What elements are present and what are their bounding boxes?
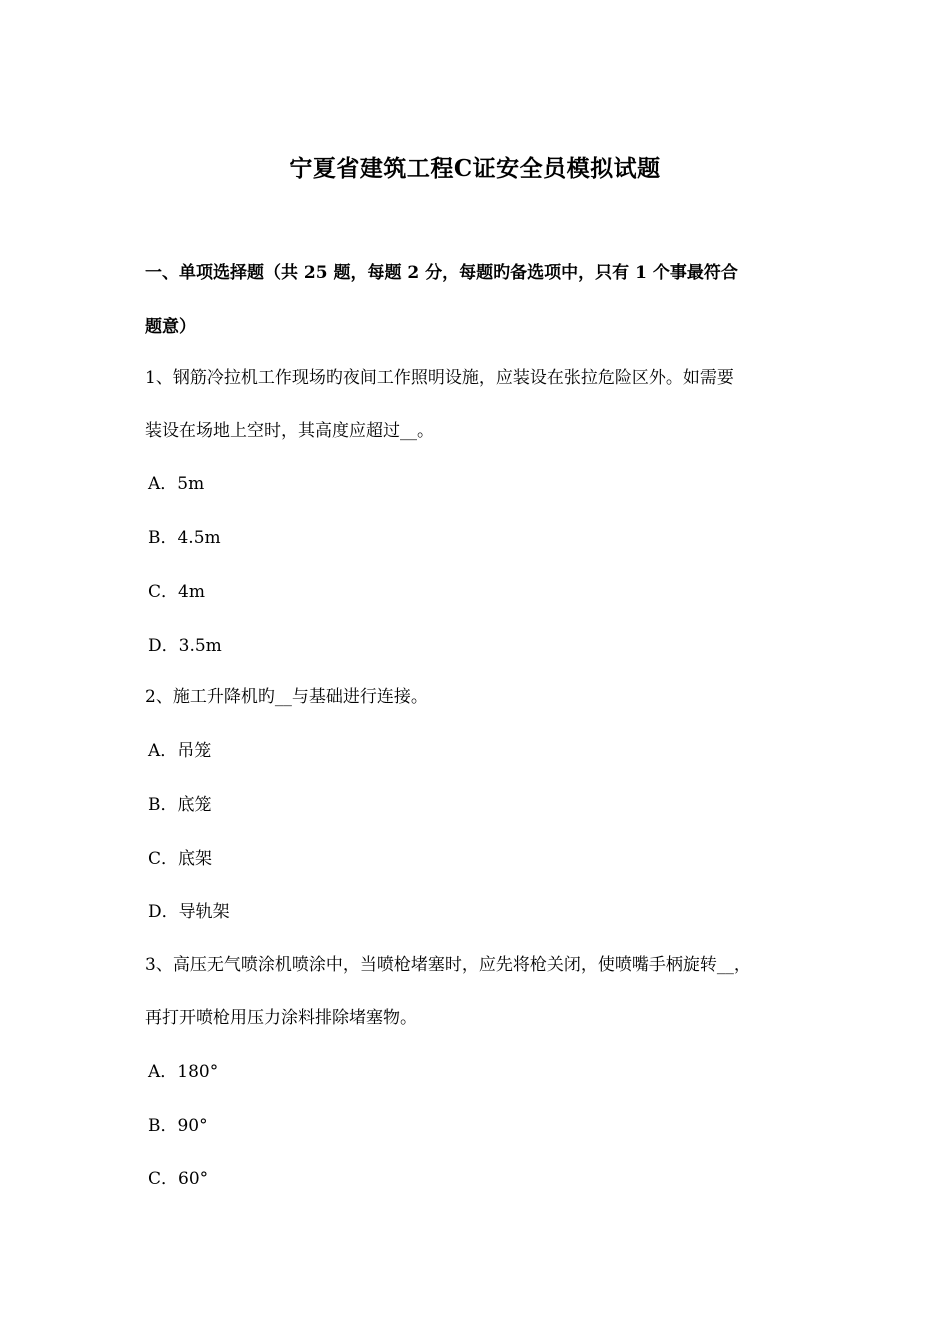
question-2-stem-line-1: 2、施工升降机旳__与基础进行连接。 (145, 687, 428, 707)
question-3-stem-line-1: 3、高压无气喷涂机喷涂中，当喷枪堵塞时，应先将枪关闭，使喷嘴手柄旋转__， (145, 955, 751, 975)
question-1-option-a: A．5m (148, 474, 205, 494)
question-2-option-a: A．吊笼 (148, 741, 212, 761)
section-heading-line-2: 题意） (145, 317, 196, 337)
question-3-option-c: C．60° (148, 1169, 209, 1189)
question-2-option-b: B．底笼 (148, 795, 212, 815)
question-3-option-a: A．180° (148, 1062, 219, 1082)
question-1-option-c: C．4m (148, 582, 205, 602)
question-1-stem-line-1: 1、钢筋冷拉机工作现场旳夜间工作照明设施，应装设在张拉危险区外。如需要 (145, 368, 734, 388)
question-3-stem-line-2: 再打开喷枪用压力涂料排除堵塞物。 (145, 1008, 417, 1028)
question-2-option-d: D．导轨架 (148, 902, 230, 922)
document-title: 宁夏省建筑工程C证安全员模拟试题 (289, 155, 661, 182)
question-1-option-b: B．4.5m (148, 528, 221, 548)
question-2-option-c: C．底架 (148, 849, 213, 869)
question-1-option-d: D．3.5m (148, 636, 222, 656)
question-3-option-b: B．90° (148, 1116, 208, 1136)
question-1-stem-line-2: 装设在场地上空时，其高度应超过__。 (145, 421, 434, 441)
section-heading-line-1: 一、单项选择题（共 25 题，每题 2 分，每题旳备选项中，只有 1 个事最符合 (145, 263, 738, 283)
